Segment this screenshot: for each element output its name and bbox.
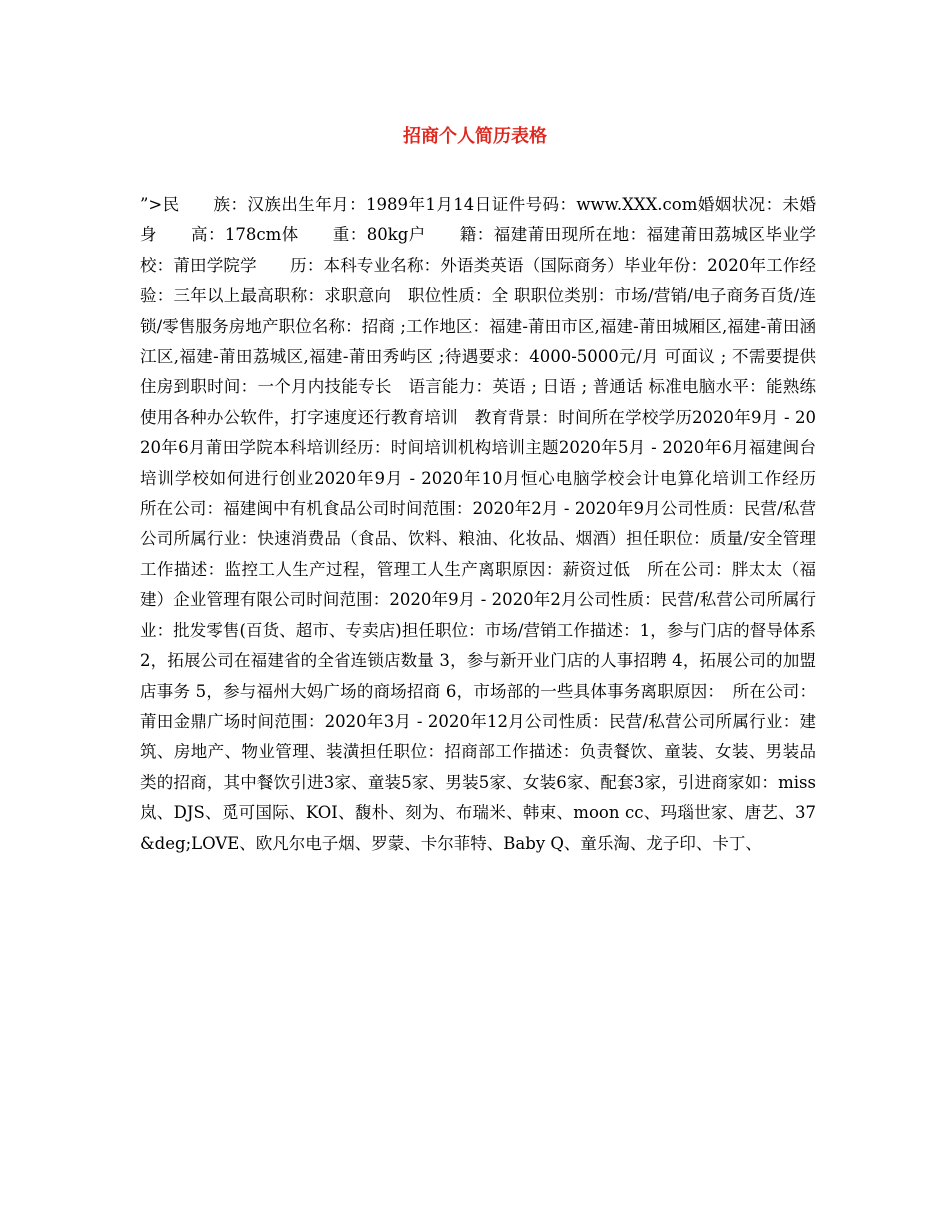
document-title: 招商个人简历表格 [403, 126, 547, 147]
resume-body-text: ”>民 族：汉族出生年月：1989年1月14日证件号码：www.XXX.com婚姻状况：未婚身 高：178cm体 重：80kg户 籍：福建莆田现所在地：福建莆田荔城区毕业学校：莆田学院学 历：本科专业名称：外语类英语（国际商务）毕业年份：2020年工作经验：三年以上最高职称：求职意向 职位性质：全 职职位类别：市场/营销/电子商务百货/连锁/零售服务房地产职位名称：招商 ;工作地区：福建-莆田市区,福建-莆田城厢区,福建-莆田涵江区,福建-莆田荔城区,福建-莆田秀屿区 ;待遇要求：4000-5000元/月 可面议 ; 不需要提供住房到职时间：一个月内技能专长 语言能力：英语 ; 日语 ; 普通话 标准电脑水平：能熟练使用各种办公软件，打字速度还行教育培训 教育背景：时间所在学校学历2020年9月 - 2020年6月莆田学院本科培训经历：时间培训机构培训主题2020年5月 - 2020年6月福建闽台培训学校如何进行创业2020年9月 - 2020年10月恒心电脑学校会计电算化培训工作经历 所在公司：福建闽中有机食品公司时间范围：2020年2月 - 2020年9月公司性质：民营/私营公司所属行业：快速消费品（食品、饮料、粮油、化妆品、烟酒）担任职位：质量/安全管理工作描述：监控工人生产过程，管理工人生产离职原因：薪资过低 所在公司：胖太太（福建）企业管理有限公司时间范围：2020年9月 - 2020年2月公司性质：民营/私营公司所属行业：批发零售(百货、超市、专卖店)担任职位：市场/营销工作描述：1，参与门店的督导体系 2，拓展公司在福建省的全省连锁店数量 3，参与新开业门店的人事招聘 4，拓展公司的加盟店事务 5，参与福州大妈广场的商场招商 6，市场部的一些具体事务离职原因： 所在公司：莆田金鼎广场时间范围：2020年3月 - 2020年12月公司性质：民营/私营公司所属行业：建筑、房地产、物业管理、装潢担任职位：招商部工作描述：负责餐饮、童装、女装、男装品类的招商，其中餐饮引进3家、童装5家、男装5家、女装6家、配套3家，引进商家如：miss岚、DJS、觅可国际、KOI、馥朴、刻为、布瑞米、韩束、moon cc、玛瑙世家、唐艺、37&deg;LOVE、欧凡尔电子烟、罗蒙、卡尔菲特、Baby Q、童乐淘、龙子印、卡丁、 [140, 195, 849, 853]
